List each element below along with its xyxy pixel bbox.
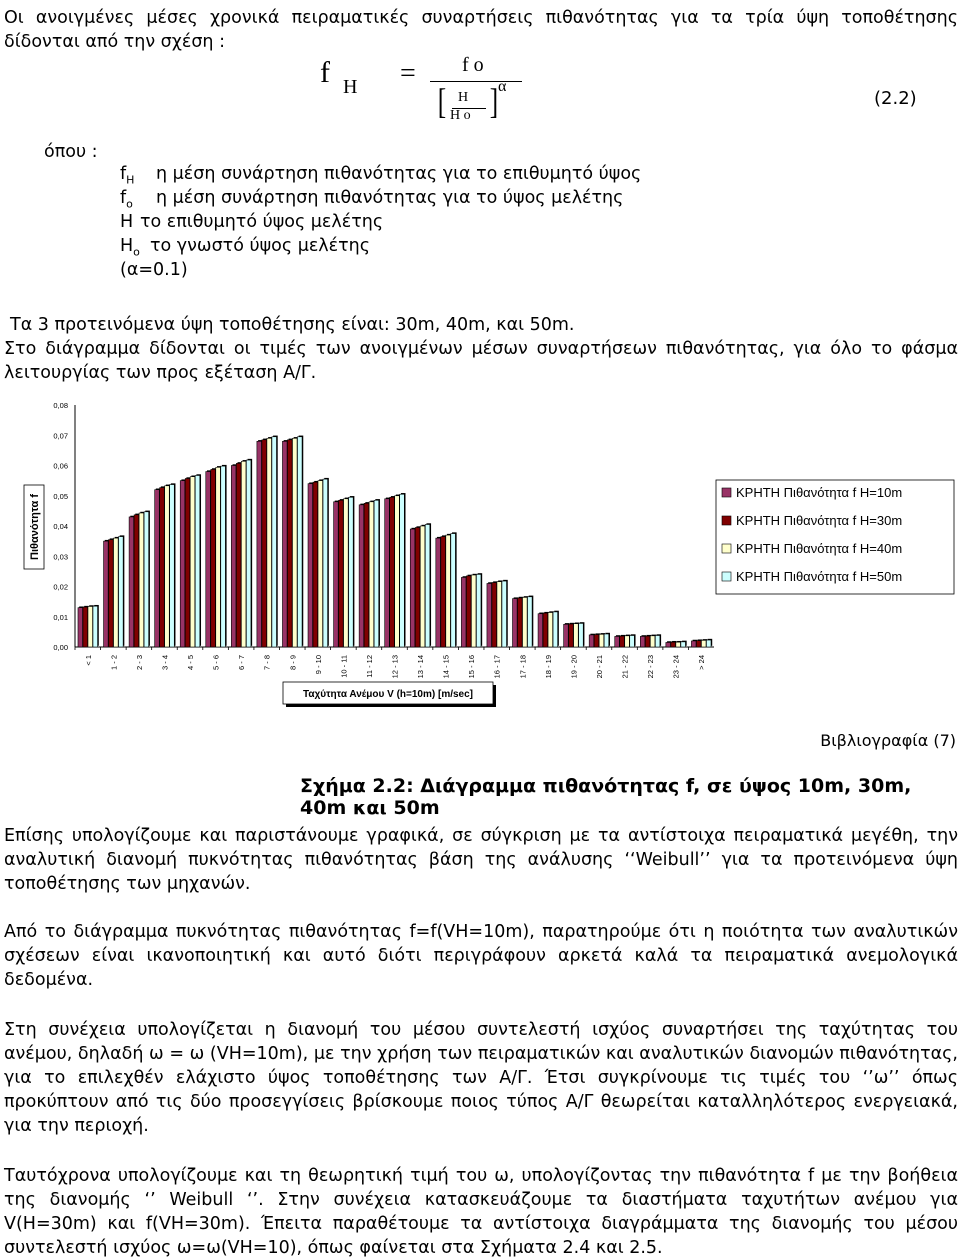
- eq-den-h: H: [458, 90, 469, 105]
- x-tick-label: 7 - 8: [262, 655, 272, 671]
- bar: [160, 488, 165, 647]
- bar: [538, 614, 543, 647]
- bar: [487, 583, 492, 647]
- legend-entry: ΚΡΗΤΗ Πιθανότητα f H=10m: [736, 485, 903, 500]
- bar: [645, 636, 650, 647]
- def-sym: $H_o$: [120, 236, 140, 259]
- bar: [436, 538, 441, 647]
- y-tick-label: 0,08: [53, 401, 68, 410]
- bar: [441, 537, 446, 647]
- bar: [415, 528, 420, 647]
- x-tick-label: 18 - 19: [543, 655, 553, 679]
- bar: [615, 636, 620, 647]
- def-sym: $f_o$: [120, 188, 133, 211]
- legend-entry: ΚΡΗΤΗ Πιθανότητα f H=40m: [736, 541, 903, 556]
- y-tick-label: 0,07: [53, 431, 68, 441]
- eq-lhs-sub: H: [343, 76, 358, 98]
- x-tick-label: 13 - 14: [416, 655, 426, 679]
- bar: [272, 437, 277, 647]
- bar: [374, 500, 379, 647]
- intro-paragraph: Οι ανοιγμένες μέσες χρονικά πειραματικές συναρτήσεις πιθανότητας για τα τρία ύψη τοποθέτησης δίδονται από την σχέση :: [4, 8, 958, 52]
- bar: [385, 499, 390, 647]
- bar: [594, 635, 599, 647]
- def-desc: το γνωστό ύψος μελέτης: [150, 236, 371, 256]
- x-tick-label: 11 - 12: [364, 655, 374, 678]
- bar: [114, 538, 119, 647]
- paragraph-diagram-intro: Στο διάγραμμα δίδονται οι τιμές των ανοιγμένων μέσων συναρτήσεων πιθανότητας, για όλο το φάσμα λειτουργίας των προς εξέταση Α/Γ.: [4, 339, 958, 383]
- def-sym: (α=0.1): [120, 260, 188, 280]
- bar: [451, 534, 456, 647]
- bar: [308, 484, 313, 647]
- bar: [190, 477, 195, 647]
- bar: [574, 624, 579, 647]
- x-tick-label: 21 - 22: [620, 655, 630, 679]
- bar: [666, 642, 671, 647]
- eq-left-bracket: [: [437, 81, 447, 121]
- bar: [216, 467, 221, 647]
- x-tick-label: 1 - 2: [109, 655, 119, 671]
- bibliography-ref: Βιβλιογραφία (7): [820, 731, 956, 750]
- bar: [579, 623, 584, 647]
- bar: [109, 540, 114, 647]
- bar: [410, 529, 415, 647]
- bar: [339, 500, 344, 647]
- bar: [292, 438, 297, 647]
- bar: [671, 642, 676, 647]
- x-tick-label: 6 - 7: [237, 655, 247, 671]
- eq-exponent: α: [498, 78, 507, 95]
- legend-swatch: [722, 516, 731, 525]
- bar: [471, 575, 476, 647]
- y-axis-label: Πιθανότητα f: [29, 494, 41, 560]
- y-tick-label: 0,06: [53, 461, 68, 471]
- bar: [553, 612, 558, 647]
- x-tick-label: 22 - 23: [646, 655, 656, 679]
- def-row-h: [4, 212, 904, 236]
- x-tick-label: < 1: [83, 655, 93, 666]
- bar: [119, 537, 124, 647]
- legend-swatch: [722, 544, 731, 553]
- bar: [513, 599, 518, 647]
- bar: [282, 441, 287, 647]
- equation: [300, 48, 960, 138]
- bar: [696, 641, 701, 647]
- bar: [165, 486, 170, 647]
- paragraph-weibull: Επίσης υπολογίζουμε και παριστάνουμε γραφικά, σε σύγκριση με τα αντίστοιχα πειραματικά μεγέθη, την αναλυτική διανομή πυκνότητας πιθανότητας βάση της ανάλυσης ‘‘Weibull’’ για τα προτεινόμενα ύψη τοποθέτησης των μηχανών.: [4, 826, 958, 894]
- def-row-alpha: [4, 260, 904, 284]
- bar: [676, 642, 681, 647]
- bar: [395, 496, 400, 647]
- bar: [180, 481, 185, 647]
- x-tick-label: > 24: [697, 655, 707, 670]
- def-desc: η μέση συνάρτηση πιθανότητας για το επιθυμητό ύψος: [156, 164, 642, 184]
- x-tick-label: 4 - 5: [186, 655, 196, 671]
- def-sym: H: [120, 212, 134, 232]
- y-tick-label: 0,03: [53, 552, 68, 562]
- bar: [706, 640, 711, 647]
- bar: [523, 597, 528, 647]
- bar: [446, 535, 451, 647]
- x-tick-label: 20 - 21: [594, 655, 604, 679]
- bar: [241, 461, 246, 647]
- def-row-fh: [4, 164, 904, 188]
- legend-swatch: [722, 488, 731, 497]
- paragraph-power-coefficient: Στη συνέχεια υπολογίζεται η διανομή του μέσου συντελεστή ισχύος συναρτήσει της ταχύτητας του ανέμου, δηλαδή ω = ω (VH=10m), με την χρήση των πειραματικών και αναλυτικών διανομών πιθανότητας, για το επιλεχθέν ελάχιστο ύψος τοποθέτησης των Α/Γ. Έτσι συγκρίνουμε τις τιμές του ‘’ω’’ όπως προκύπτουν από τις δύο προσεγγίσεις βρίσκουμε ποιος τύπος Α/Γ θεωρείται καταλληλότερος ενεργειακά, για την περιοχή.: [4, 1020, 958, 1136]
- paragraph-heights: Τα 3 προτεινόμενα ύψη τοποθέτησης είναι: 30m, 40m, και 50m.: [10, 315, 575, 335]
- def-row-ho: [4, 236, 904, 260]
- eq-numerator: f o: [462, 54, 484, 76]
- bar: [144, 512, 149, 647]
- bar: [236, 463, 241, 647]
- bar: [701, 640, 706, 647]
- paragraph-observation: Από το διάγραμμα πυκνότητας πιθανότητας f=f(VH=10m), παρατηρούμε ότι η ποιότητα των αναλυτικών σχέσεων είναι ικανοποιητική και αυτό διότι περιγράφουν αρκετά καλά τα πειραματικά ανεμολογικά δεδομένα.: [4, 922, 958, 990]
- y-tick-label: 0,04: [53, 522, 68, 531]
- bar: [231, 466, 236, 648]
- y-tick-label: 0,02: [53, 582, 68, 592]
- x-tick-label: 23 - 24: [671, 655, 681, 679]
- eq-lhs-f: f: [320, 56, 330, 89]
- legend-entry: ΚΡΗΤΗ Πιθανότητα f H=50m: [736, 569, 903, 584]
- bar: [369, 502, 374, 647]
- bar: [349, 497, 354, 647]
- bar: [104, 541, 109, 647]
- bar: [569, 624, 574, 647]
- def-sym: $f_H$: [120, 164, 135, 187]
- bar: [221, 466, 226, 647]
- x-tick-label: 9 - 10: [313, 655, 323, 675]
- bar: [93, 606, 98, 647]
- bar: [681, 642, 686, 647]
- y-tick-label: 0,00: [53, 643, 68, 652]
- bar: [246, 460, 251, 647]
- bar: [625, 636, 630, 647]
- eq-den-ho: H o: [450, 108, 471, 123]
- bar: [287, 440, 292, 647]
- bar: [604, 634, 609, 647]
- bar: [211, 469, 216, 647]
- bar: [83, 607, 88, 647]
- x-tick-label: 2 - 3: [134, 655, 144, 671]
- bar: [420, 526, 425, 647]
- bar: [476, 574, 481, 647]
- bar: [548, 613, 553, 647]
- bar: [400, 494, 405, 647]
- bar: [170, 485, 175, 647]
- bar: [206, 472, 211, 647]
- bar: [528, 597, 533, 647]
- paragraph-theoretical: Ταυτόχρονα υπολογίζουμε και τη θεωρητική τιμή του ω, υπολογίζοντας την πιθανότητα f με την βοήθεια της διανομής ‘’ Weibull ‘’. Στην συνέχεια κατασκευάζουμε τα διαστήματα ταχυτήτων ανέμου για V(H=30m) και f(VH=30m). Έπειτα παραθέτουμε τα αντίστοιχα διαγράμματα της διανομής του μέσου συντελεστή ισχύος ω=ω(VH=10), όπως φαίνεται στα Σχήματα 2.4 και 2.5.: [4, 1166, 958, 1258]
- bar: [344, 499, 349, 647]
- bar: [313, 482, 318, 647]
- bar: [497, 582, 502, 647]
- bar: [518, 598, 523, 647]
- bar: [502, 581, 507, 647]
- bar: [650, 636, 655, 647]
- bar: [257, 441, 262, 647]
- x-tick-label: 17 - 18: [518, 655, 528, 679]
- probability-chart: [0, 395, 960, 725]
- bar: [134, 515, 139, 647]
- def-desc: η μέση συνάρτηση πιθανότητας για το ύψος μελέτης: [156, 188, 624, 208]
- bar: [599, 634, 604, 647]
- x-tick-label: 12 - 13: [390, 655, 400, 679]
- bar: [691, 641, 696, 647]
- bar: [390, 497, 395, 647]
- x-axis-label: Ταχύτητα Ανέμου V (h=10m) [m/sec]: [302, 689, 474, 700]
- bar: [195, 475, 200, 647]
- bar: [323, 479, 328, 647]
- x-tick-label: 10 - 11: [339, 655, 349, 678]
- bar: [318, 481, 323, 647]
- bar: [78, 608, 83, 647]
- bar: [139, 513, 144, 647]
- bar: [564, 624, 569, 647]
- def-desc: το επιθυμητό ύψος μελέτης: [140, 212, 384, 232]
- bar: [492, 583, 497, 647]
- x-tick-label: 16 - 17: [492, 655, 502, 679]
- x-tick-label: 19 - 20: [569, 655, 579, 679]
- bar: [267, 438, 272, 647]
- x-tick-label: 14 - 15: [441, 655, 451, 679]
- eq-right-bracket: ]: [489, 81, 499, 121]
- bar: [630, 636, 635, 647]
- bar: [129, 517, 134, 647]
- def-row-fo: [4, 188, 904, 212]
- bar: [543, 613, 548, 647]
- x-tick-label: 3 - 4: [160, 655, 170, 671]
- bar: [461, 577, 466, 647]
- bar: [185, 479, 190, 647]
- bar: [297, 437, 302, 647]
- bar: [589, 635, 594, 647]
- bar: [88, 606, 93, 647]
- bar: [334, 502, 339, 647]
- bar: [155, 490, 160, 647]
- where-label: όπου :: [44, 142, 98, 162]
- eq-equals: =: [400, 58, 416, 89]
- bar: [640, 636, 645, 647]
- bar: [620, 636, 625, 647]
- bar: [364, 503, 369, 647]
- chart-svg: [0, 395, 960, 725]
- y-tick-label: 0,05: [53, 491, 68, 501]
- bar: [466, 576, 471, 647]
- bar: [655, 636, 660, 647]
- eq-number: (2.2): [874, 88, 917, 109]
- x-tick-label: 15 - 16: [467, 655, 477, 679]
- bar: [425, 524, 430, 647]
- bar: [262, 440, 267, 647]
- x-tick-label: 5 - 6: [211, 655, 221, 671]
- x-tick-label: 8 - 9: [288, 655, 298, 671]
- legend-swatch: [722, 572, 731, 581]
- y-tick-label: 0,01: [53, 612, 68, 622]
- figure-caption: Σχήμα 2.2: Διάγραμμα πιθανότητας f, σε ύψος 10m, 30m, 40m και 50m: [300, 775, 912, 819]
- legend-entry: ΚΡΗΤΗ Πιθανότητα f H=30m: [736, 513, 903, 528]
- bar: [359, 505, 364, 647]
